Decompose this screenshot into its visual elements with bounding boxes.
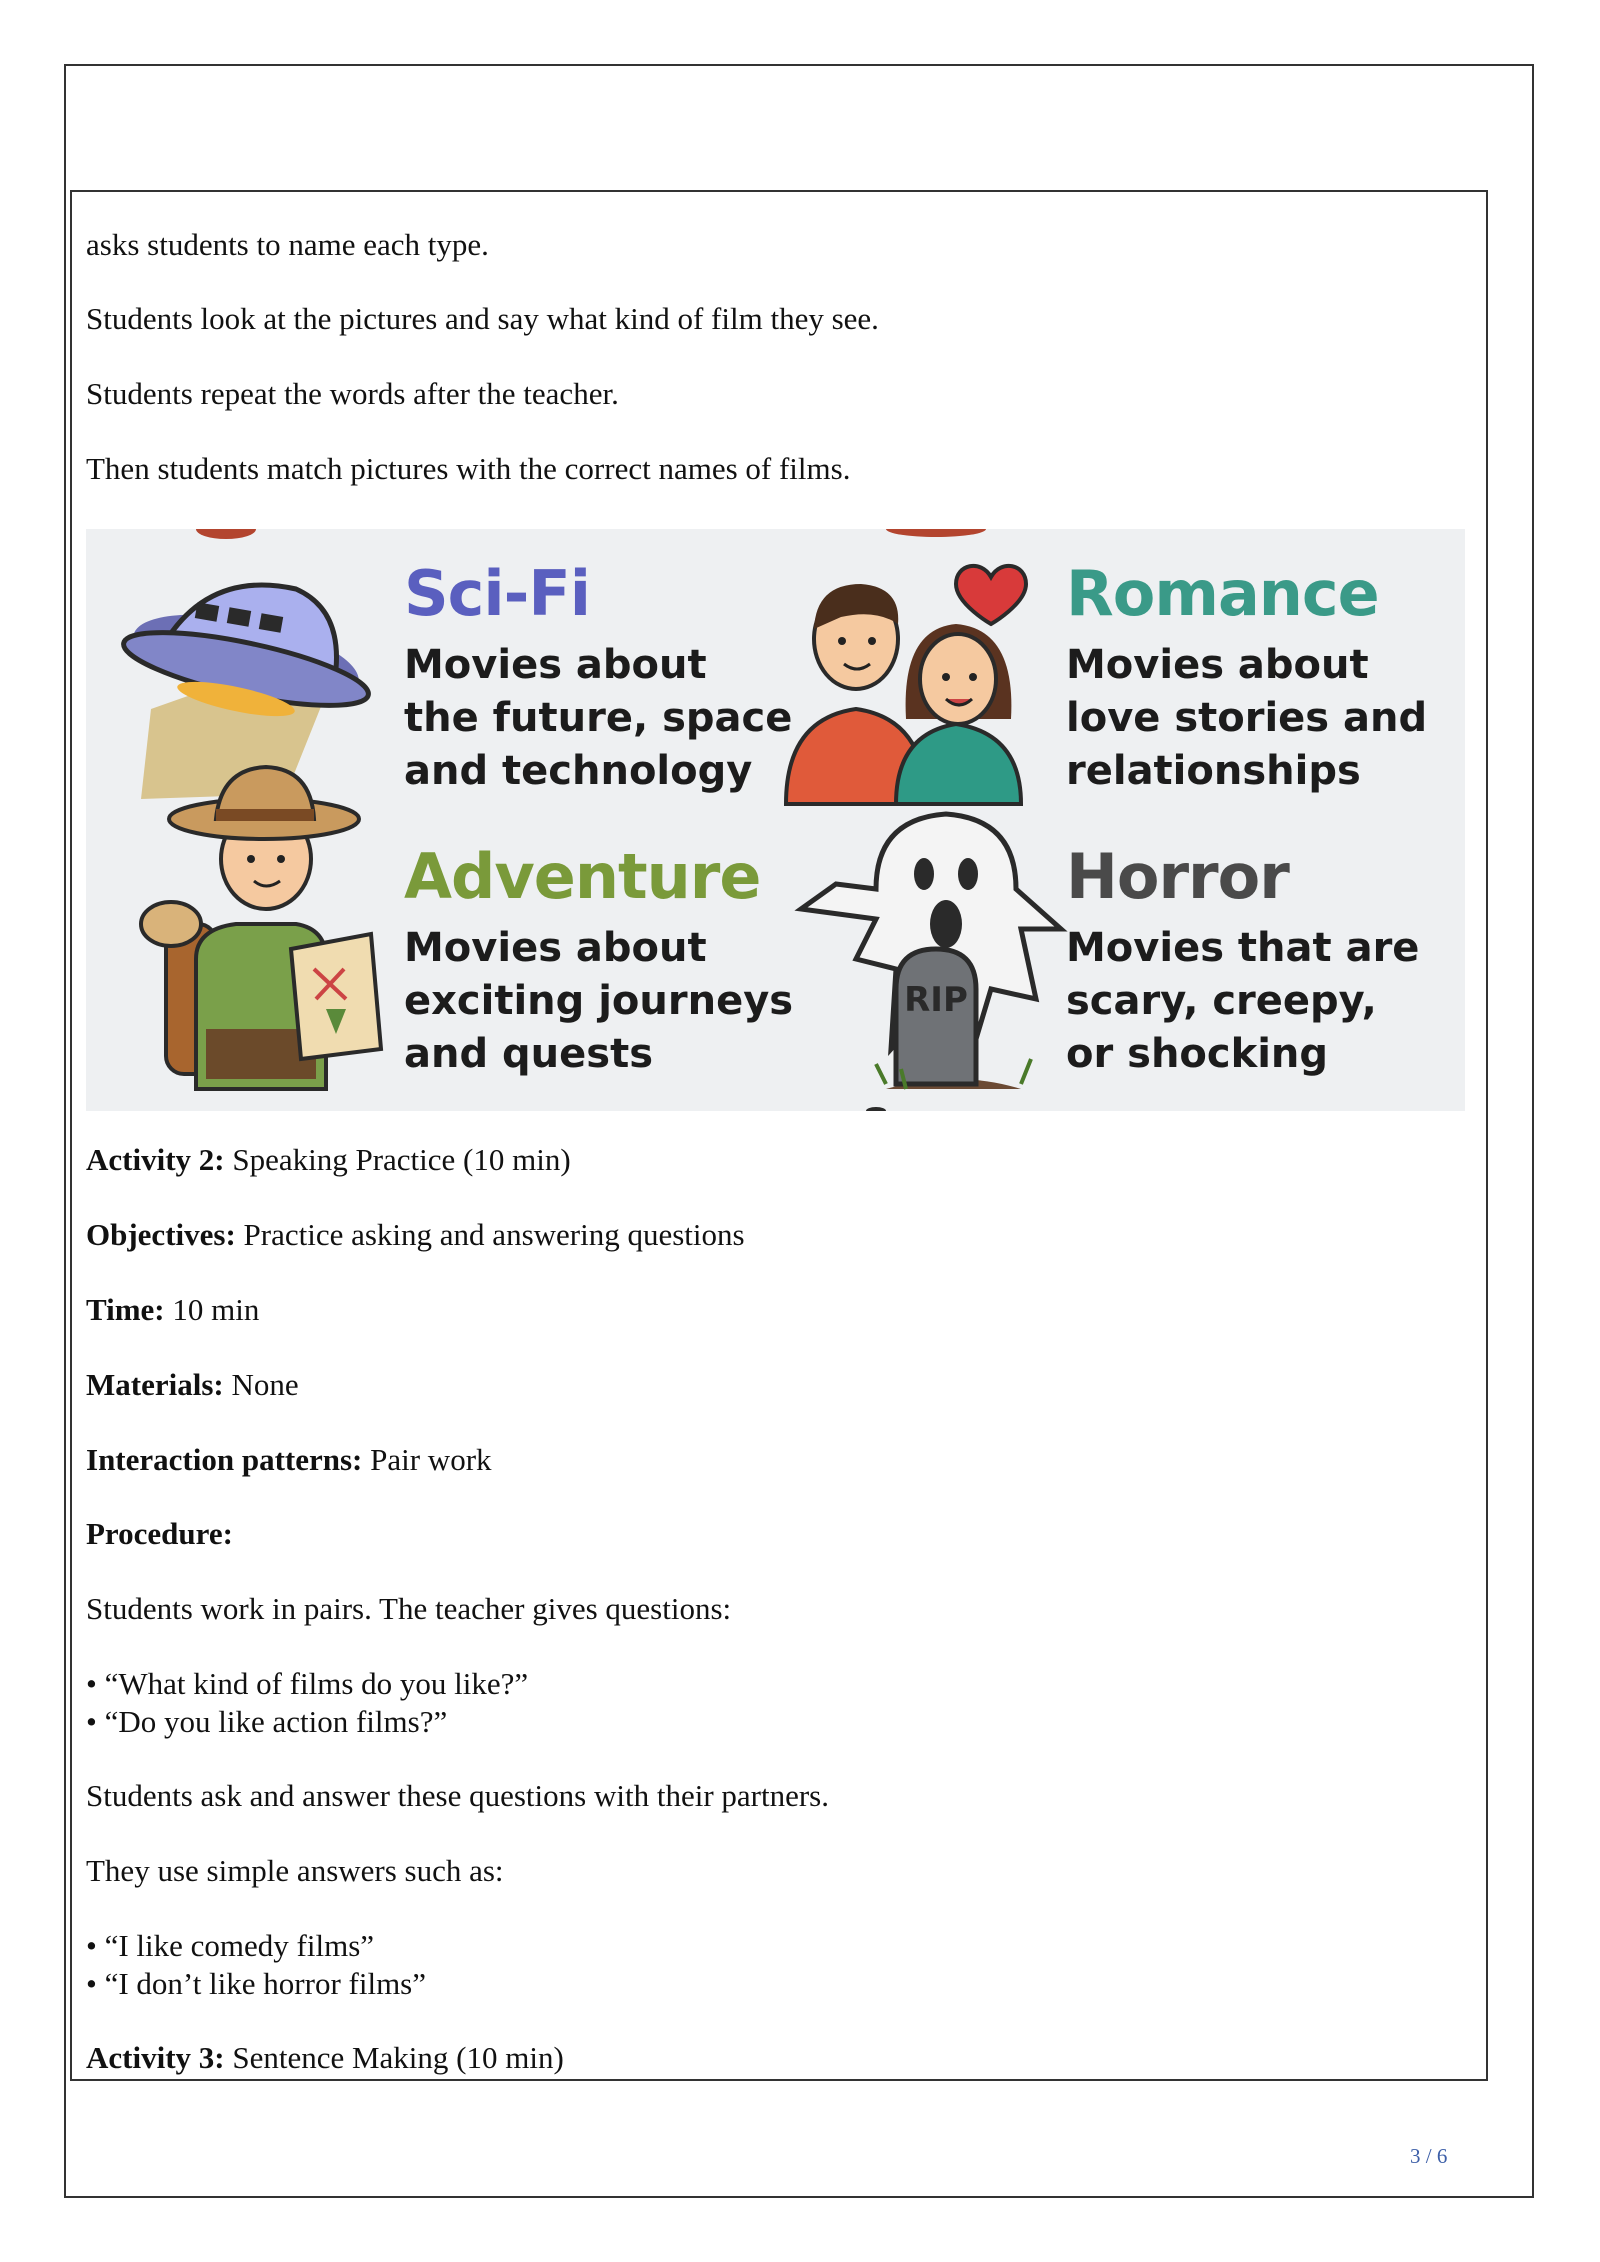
interaction-line: Interaction patterns: Pair work <box>86 1442 492 1477</box>
paragraph: asks students to name each type. <box>86 227 489 262</box>
page-number: 3 / 6 <box>1410 2144 1448 2168</box>
lesson-content-box <box>70 190 1488 2081</box>
paragraph: Students work in pairs. The teacher gives questions: <box>86 1591 732 1626</box>
paragraph: Students look at the pictures and say what kind of film they see. <box>86 301 879 336</box>
list-item: • “I like comedy films” <box>86 1928 375 1963</box>
paragraph: Students repeat the words after the teacher. <box>86 376 619 411</box>
horror-description: Movies that are scary, creepy, or shocking <box>1066 925 1420 1077</box>
scifi-description: Movies about the future, space and technology <box>404 642 793 794</box>
adventure-description: Movies about exciting journeys and quests <box>404 925 794 1077</box>
film-genres-illustration <box>86 529 1465 1111</box>
romance-description: Movies about love stories and relationships <box>1066 642 1428 794</box>
scifi-title: Sci-Fi <box>404 557 590 630</box>
paragraph: Then students match pictures with the correct names of films. <box>86 451 851 486</box>
romance-title: Romance <box>1066 557 1379 630</box>
list-item: • “Do you like action films?” <box>86 1704 448 1739</box>
activity3-heading: Activity 3: Sentence Making (10 min) <box>86 2040 564 2075</box>
time-line: Time: 10 min <box>86 1292 260 1327</box>
explorer-icon <box>141 767 381 1089</box>
answer-list <box>86 1927 1472 2003</box>
rip-text: RIP <box>904 980 968 1020</box>
activity2-heading: Activity 2: Speaking Practice (10 min) <box>86 1142 571 1177</box>
adventure-title: Adventure <box>404 840 761 913</box>
objectives-line: Objectives: Practice asking and answering questions <box>86 1217 745 1252</box>
paragraph: Students ask and answer these questions with their partners. <box>86 1778 829 1813</box>
horror-title: Horror <box>1066 840 1289 913</box>
list-item: • “What kind of films do you like?” <box>86 1666 529 1701</box>
ghost-icon <box>801 814 1061 1089</box>
list-item: • “I don’t like horror films” <box>86 1966 427 2001</box>
question-list <box>86 1665 1472 1741</box>
paragraph: They use simple answers such as: <box>86 1853 504 1888</box>
materials-line: Materials: None <box>86 1367 299 1402</box>
ufo-icon <box>118 585 373 799</box>
procedure-label: Procedure: <box>86 1516 233 1551</box>
couple-icon <box>786 566 1026 804</box>
